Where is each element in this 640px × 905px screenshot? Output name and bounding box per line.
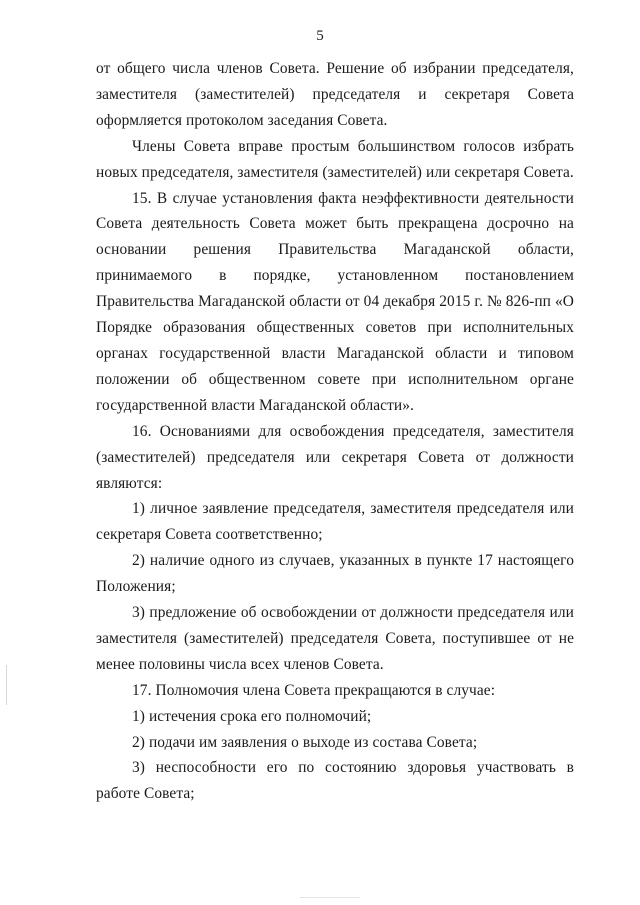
paragraph: 17. Полномочия члена Совета прекращаются в случае: xyxy=(132,681,496,699)
list-item: 3) неспособности его по состоянию здоровья участвовать в работе Совета; xyxy=(96,759,574,803)
paragraph: от общего числа членов Совета. Решение об избрании председателя, заместителя (заместителей) председателя и секретаря Совета оформляется протоколом заседания Совета. xyxy=(96,60,574,129)
list-item: 1) истечения срока его полномочий; xyxy=(132,707,372,725)
list-item: 2) наличие одного из случаев, указанных в пункте 17 настоящего Положения; xyxy=(96,552,574,596)
scan-bottom-mark xyxy=(300,897,360,898)
paragraph: Члены Совета вправе простым большинством голосов избрать новых председателя, заместителя (заместителей) или секретаря Совета. xyxy=(96,137,574,181)
document-body xyxy=(96,56,574,807)
scan-margin-mark xyxy=(6,665,7,705)
list-item: 1) личное заявление председателя, заместителя председателя или секретаря Совета соответственно; xyxy=(96,500,574,544)
paragraph: 16. Основаниями для освобождения председателя, заместителя (заместителей) председателя или секретаря Совета от должности являются: xyxy=(96,422,574,492)
list-item: 3) предложение об освобождении от должности председателя или заместителя (заместителей) председателя Совета, поступившее от не менее половины числа всех членов Совета. xyxy=(96,604,574,673)
page-number: 5 xyxy=(316,28,324,44)
list-item: 2) подачи им заявления о выходе из состава Совета; xyxy=(132,733,478,751)
paragraph: 15. В случае установления факта неэффективности деятельности Совета деятельность Совета может быть прекращена досрочно на основании решения Правительства Магаданской области, принимаемого в порядке, установленном постановлением Правительства Магаданской области от 04 декабря 2015 г. № 826-пп «О Порядке образования общественных советов при исполнительных органах государственной власти Магаданской области и типовом положении об общественном совете при исполнительном органе государственной власти Магаданской области». xyxy=(96,189,574,414)
